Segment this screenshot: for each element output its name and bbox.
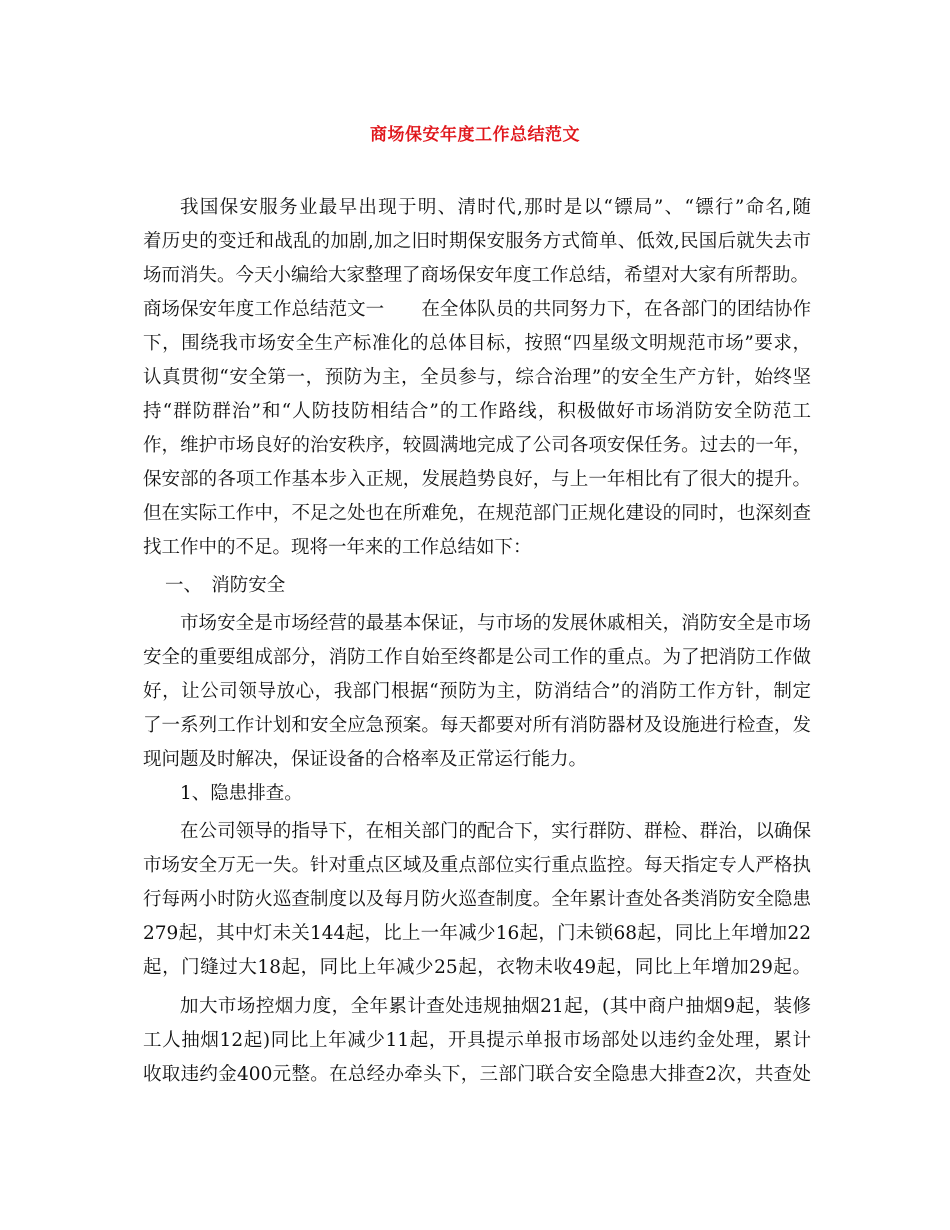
paragraph-line: 在公司领导的指导下，在相关部门的配合下，实行群防、群检、群治，以确保 [180,821,811,842]
paragraph-line: 但在实际工作中，不足之处也在所难免，在规范部门正规化建设的同时，也深刻查 [143,503,811,524]
paragraph-line: 我国保安服务业最早出现于明、清时代,那时是以“镖局”、“镖行”命名,随 [180,197,811,218]
paragraph-line: 找工作中的不足。现将一年来的工作总结如下： [143,537,532,558]
paragraph-line: 起，门缝过大18起，同比上年减少25起，衣物未收49起，同比上年增加29起。 [143,957,811,978]
paragraph-line: 安全的重要组成部分，消防工作自始至终都是公司工作的重点。为了把消防工作做 [143,647,811,668]
section-heading: 一、 消防安全 [165,575,286,596]
paragraph-line: 市场安全是市场经营的最基本保证，与市场的发展休戚相关，消防安全是市场 [180,613,811,634]
subsection-heading: 1、隐患排查。 [180,783,303,804]
paragraph-line: 了一系列工作计划和安全应急预案。每天都要对所有消防器材及设施进行检查，发 [143,715,811,736]
paragraph-line: 收取违约金400元整。在总经办牵头下，三部门联合安全隐患大排查2次，共查处 [143,1064,811,1085]
paragraph-line: 市场安全万无一失。针对重点区域及重点部位实行重点监控。每天指定专人严格执 [143,855,811,876]
paragraph-line: 行每两小时防火巡查制度以及每月防火巡查制度。全年累计查处各类消防安全隐患 [143,889,811,910]
paragraph-line: 着历史的变迁和战乱的加剧,加之旧时期保安服务方式简单、低效,民国后就失去市 [143,231,811,252]
paragraph-line: 商场保安年度工作总结范文一 在全体队员的共同努力下，在各部门的团结协作 [143,299,811,320]
paragraph-line: 现问题及时解决，保证设备的合格率及正常运行能力。 [143,749,588,770]
paragraph-line: 保安部的各项工作基本步入正规，发展趋势良好，与上一年相比有了很大的提升。 [143,469,811,490]
paragraph-line: 场而消失。今天小编给大家整理了商场保安年度工作总结，希望对大家有所帮助。 [143,265,810,286]
paragraph-line: 认真贯彻“安全第一，预防为主，全员参与，综合治理”的安全生产方针，始终坚 [143,367,811,388]
paragraph-line: 加大市场控烟力度，全年累计查处违规抽烟21起，(其中商户抽烟9起，装修 [180,996,811,1017]
paragraph-line: 好，让公司领导放心，我部门根据“预防为主，防消结合”的消防工作方针，制定 [143,681,811,702]
paragraph-line: 279起，其中灯未关144起，比上一年减少16起，门未锁68起，同比上年增加22 [143,923,811,944]
paragraph-line: 持“群防群治”和“人防技防相结合”的工作路线，积极做好市场消防安全防范工 [143,401,811,422]
document-title: 商场保安年度工作总结范文 [370,125,580,145]
paragraph-line: 下，围绕我市场安全生产标准化的总体目标，按照“四星级文明规范市场”要求， [143,333,811,354]
paragraph-line: 作，维护市场良好的治安秩序，较圆满地完成了公司各项安保任务。过去的一年， [143,435,811,456]
paragraph-line: 工人抽烟12起)同比上年减少11起，开具提示单报市场部处以违约金处理，累计 [143,1030,811,1051]
